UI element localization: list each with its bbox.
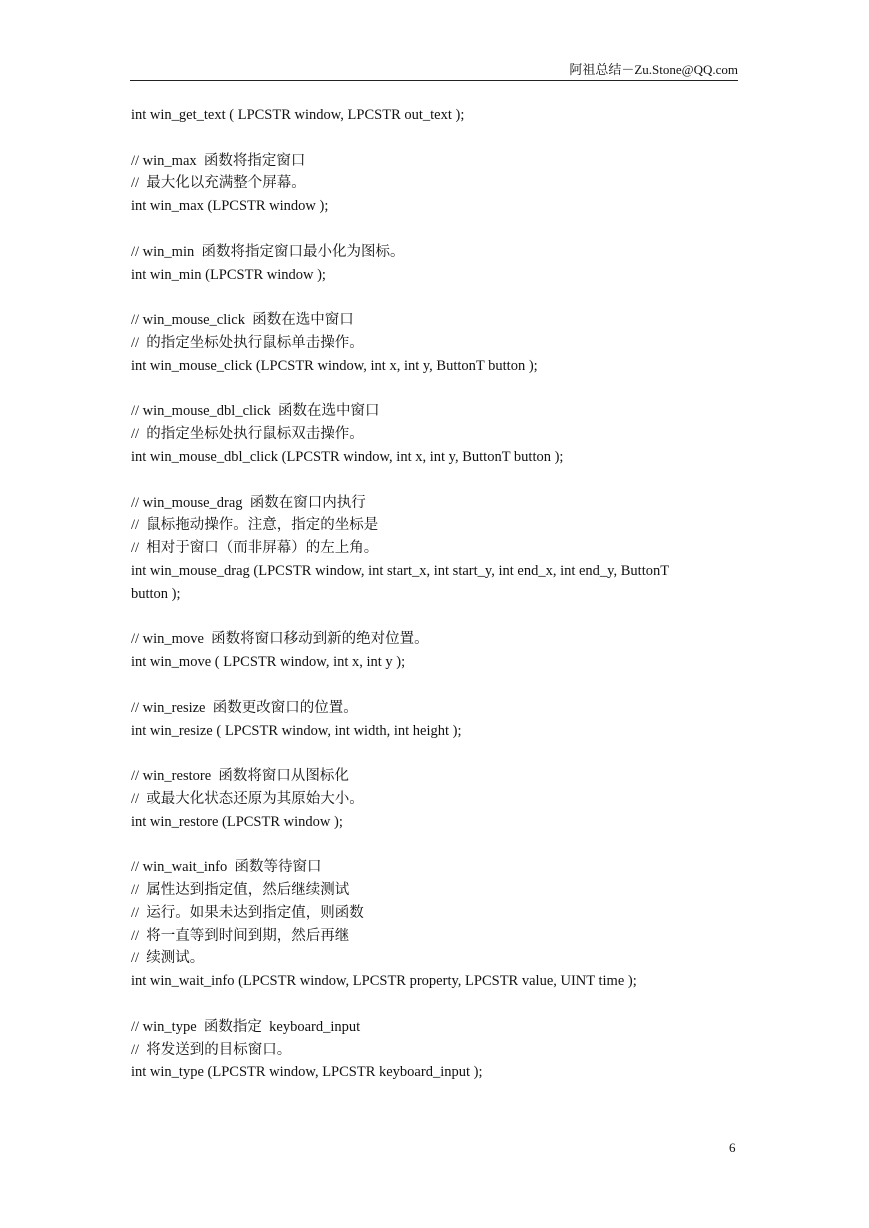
code-line: // 属性达到指定值，然后继续测试 — [131, 882, 350, 899]
block-spacer — [131, 993, 731, 1016]
code-line: // win_mouse_drag 函数在窗口内执行 — [131, 494, 366, 511]
code-line: int win_mouse_drag (LPCSTR window, int start_x, int start_y, int end_x, int end_y, ButtonT — [131, 562, 670, 579]
code-line: // win_mouse_click 函数在选中窗口 — [131, 312, 354, 329]
code-line: // 续测试。 — [131, 950, 205, 967]
code-line: // 相对于窗口（而非屏幕）的左上角。 — [131, 540, 379, 557]
code-line: int win_type (LPCSTR window, LPCSTR keyboard_input ); — [131, 1064, 483, 1081]
block-spacer — [131, 127, 731, 150]
code-line: int win_get_text ( LPCSTR window, LPCSTR out_text ); — [131, 107, 465, 123]
page-header — [130, 62, 738, 81]
code-line: // 将一直等到时间到期，然后再继 — [131, 927, 350, 944]
code-line: // win_min 函数将指定窗口最小化为图标。 — [131, 243, 405, 260]
block-spacer — [131, 606, 731, 629]
block-spacer — [131, 742, 731, 765]
code-line: int win_resize ( LPCSTR window, int width, int height ); — [131, 722, 462, 739]
code-line: int win_mouse_dbl_click (LPCSTR window, int x, int y, ButtonT button ); — [131, 448, 564, 465]
header-text: 阿祖总结－Zu.Stone@QQ.com — [569, 62, 738, 77]
code-line: // win_type 函数指定 keyboard_input — [131, 1018, 361, 1035]
code-line: // 鼠标拖动操作。注意，指定的坐标是 — [131, 517, 379, 534]
code-line: int win_wait_info (LPCSTR window, LPCSTR property, LPCSTR value, UINT time ); — [131, 973, 637, 990]
page-number: 6 — [729, 1140, 736, 1155]
block-spacer — [131, 218, 731, 241]
code-line: // win_move 函数将窗口移动到新的绝对位置。 — [131, 631, 429, 648]
block-spacer — [131, 834, 731, 857]
code-line: // win_max 函数将指定窗口 — [131, 152, 306, 169]
code-line: int win_min (LPCSTR window ); — [131, 266, 326, 283]
code-line: int win_mouse_click (LPCSTR window, int x, int y, ButtonT button ); — [131, 357, 538, 374]
code-line: button ); — [131, 585, 181, 602]
code-line: // win_mouse_dbl_click 函数在选中窗口 — [131, 403, 380, 420]
code-line: // 最大化以充满整个屏幕。 — [131, 175, 306, 192]
code-line: // win_wait_info 函数等待窗口 — [131, 859, 322, 876]
block-spacer — [131, 378, 731, 401]
code-line: // win_resize 函数更改窗口的位置。 — [131, 699, 358, 716]
code-line: int win_restore (LPCSTR window ); — [131, 813, 343, 830]
block-spacer — [131, 674, 731, 697]
code-line: // 运行。如果未达到指定值，则函数 — [131, 904, 364, 921]
block-spacer — [131, 469, 731, 492]
document-body — [131, 104, 731, 1084]
code-line: // 的指定坐标处执行鼠标单击操作。 — [131, 334, 364, 351]
code-line: // win_restore 函数将窗口从图标化 — [131, 768, 349, 785]
code-line: // 或最大化状态还原为其原始大小。 — [131, 790, 364, 807]
code-line: // 将发送到的目标窗口。 — [131, 1041, 292, 1058]
code-line: // 的指定坐标处执行鼠标双击操作。 — [131, 426, 364, 443]
code-line: int win_max (LPCSTR window ); — [131, 198, 329, 215]
code-line: int win_move ( LPCSTR window, int x, int y ); — [131, 654, 406, 671]
block-spacer — [131, 286, 731, 309]
